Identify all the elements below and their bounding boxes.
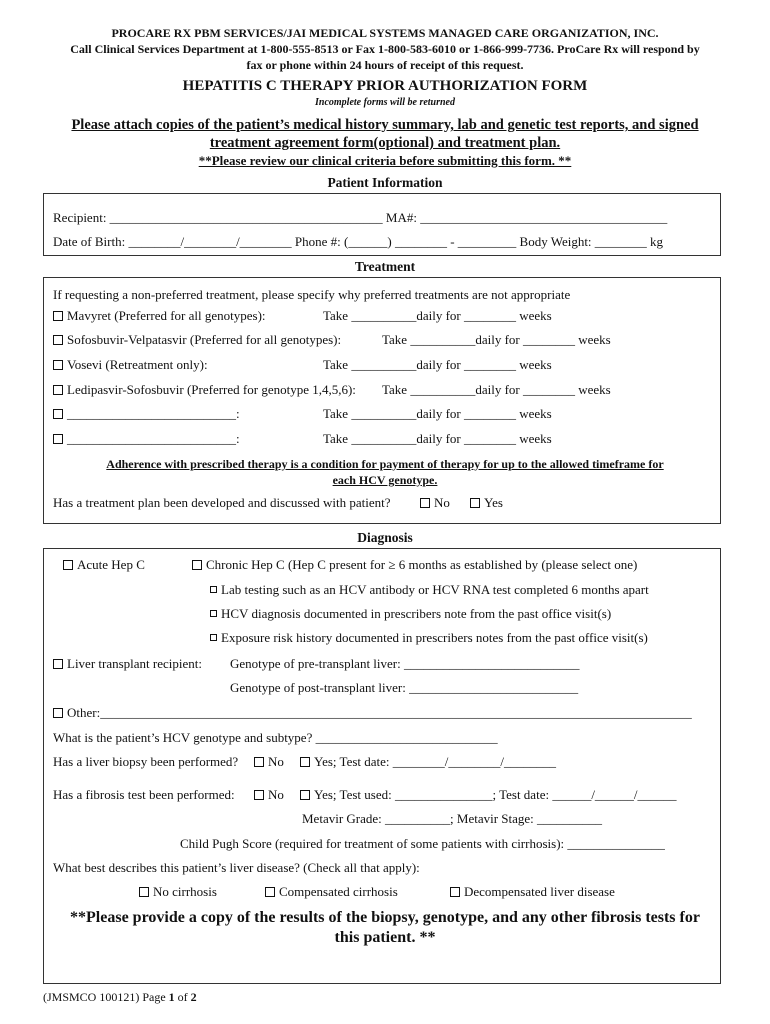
checkbox[interactable]	[139, 887, 149, 897]
treatment-plan-yes[interactable]	[470, 495, 503, 511]
dose-field[interactable]: Take __________daily for ________ weeks	[323, 431, 552, 446]
liver-disease-question: What best describes this patient’s liver disease? (Check all that apply):	[53, 860, 420, 875]
genotype-pre-transplant-field[interactable]: Genotype of pre-transplant liver: ___________________________	[230, 656, 580, 671]
dose-field[interactable]: Take __________daily for ________ weeks	[382, 382, 611, 397]
checkbox[interactable]	[53, 360, 63, 370]
other-diagnosis-option[interactable]	[53, 705, 692, 721]
option-label: Exposure risk history documented in prescribers notes from the past office visit(s)	[221, 630, 648, 645]
contact-line-1: Call Clinical Services Department at 1-800-555-8513 or Fax 1-800-583-6010 or 1-866-999-7736. ProCare Rx will respond by	[70, 42, 700, 56]
checkbox[interactable]	[265, 887, 275, 897]
checkbox[interactable]	[300, 790, 310, 800]
checkbox[interactable]	[254, 757, 264, 767]
checkbox[interactable]	[470, 498, 480, 508]
checkbox[interactable]	[53, 659, 63, 669]
option-label: Acute Hep C	[77, 557, 145, 572]
drug-label: Mavyret (Preferred for all genotypes):	[67, 308, 266, 323]
option-label: Lab testing such as an HCV antibody or HCV RNA test completed 6 months apart	[221, 582, 649, 597]
checkbox[interactable]	[53, 708, 63, 718]
no-cirrhosis-option[interactable]	[139, 884, 217, 900]
checkbox[interactable]	[53, 311, 63, 321]
acute-hep-c-option[interactable]	[63, 557, 145, 573]
chronic-hep-c-option[interactable]	[192, 557, 637, 573]
page-of: of	[174, 990, 191, 1004]
metavir-field[interactable]: Metavir Grade: __________; Metavir Stage: __________	[302, 811, 603, 826]
option-label: Yes; Test date: ________/________/________	[314, 754, 557, 769]
adherence-note-2: each HCV genotype.	[332, 473, 438, 487]
genotype-post-transplant-field[interactable]: Genotype of post-transplant liver: __________________________	[230, 680, 579, 695]
liver-transplant-option[interactable]	[53, 656, 202, 672]
contact-line-2: fax or phone within 24 hours of receipt of this request.	[246, 58, 524, 72]
treatment-option-other-1[interactable]	[53, 406, 240, 422]
option-label: No	[434, 495, 450, 510]
chronic-criteria-prescriber-note[interactable]	[210, 606, 611, 622]
diagnosis-title: Diagnosis	[357, 530, 413, 545]
option-label: No	[268, 754, 284, 769]
biopsy-yes[interactable]	[300, 754, 556, 770]
treatment-title: Treatment	[354, 259, 416, 274]
dob-phone-weight-field[interactable]: Date of Birth: ________/________/________ Phone #: (______) ________ - _________ Body Weight: ________ kg	[53, 234, 664, 249]
decompensated-liver-option[interactable]	[450, 884, 615, 900]
review-note: **Please review our clinical criteria before submitting this form. **	[198, 153, 572, 168]
dose-field[interactable]: Take __________daily for ________ weeks	[323, 406, 552, 421]
dose-field[interactable]: Take __________daily for ________ weeks	[323, 308, 552, 323]
fibrosis-yes[interactable]	[300, 787, 677, 803]
treatment-option-sofosbuvir-velpatasvir[interactable]	[53, 332, 341, 348]
checkbox[interactable]	[63, 560, 73, 570]
option-label: No	[268, 787, 284, 802]
form-title: HEPATITIS C THERAPY PRIOR AUTHORIZATION FORM	[182, 78, 588, 94]
attach-note-1: Please attach copies of the patient’s medical history summary, lab and genetic test reports, and signed	[71, 117, 699, 133]
treatment-option-vosevi[interactable]	[53, 357, 208, 373]
provide-results-note-2: this patient. **	[334, 929, 436, 946]
fibrosis-question: Has a fibrosis test been performed:	[53, 787, 235, 802]
incomplete-note: Incomplete forms will be returned	[315, 97, 455, 108]
treatment-plan-no[interactable]	[420, 495, 450, 511]
treatment-intro: If requesting a non-preferred treatment, please specify why preferred treatments are not appropriate	[53, 287, 571, 302]
page-total: 2	[190, 990, 197, 1004]
option-label: HCV diagnosis documented in prescribers note from the past office visit(s)	[221, 606, 612, 621]
drug-label: Vosevi (Retreatment only):	[67, 357, 208, 372]
attach-note-2: treatment agreement form(optional) and treatment plan.	[209, 135, 561, 151]
option-label: Yes; Test used: _______________; Test date: ______/______/______	[314, 787, 677, 802]
checkbox[interactable]	[210, 586, 217, 593]
drug-label: Ledipasvir-Sofosbuvir (Preferred for genotype 1,4,5,6):	[67, 382, 356, 397]
drug-label: __________________________:	[67, 406, 240, 421]
drug-label: __________________________:	[67, 431, 240, 446]
drug-label: Sofosbuvir-Velpatasvir (Preferred for all genotypes):	[67, 332, 342, 347]
chronic-criteria-lab[interactable]	[210, 582, 649, 598]
org-name: PROCARE RX PBM SERVICES/JAI MEDICAL SYSTEMS MANAGED CARE ORGANIZATION, INC.	[111, 26, 659, 40]
option-label: Decompensated liver disease	[464, 884, 615, 899]
form-code: (JMSMCO 100121) Page	[43, 990, 169, 1004]
checkbox[interactable]	[53, 434, 63, 444]
treatment-option-mavyret[interactable]	[53, 308, 266, 324]
option-label: Chronic Hep C (Hep C present for ≥ 6 months as established by (please select one)	[206, 557, 638, 572]
checkbox[interactable]	[210, 610, 217, 617]
page-number: 1	[168, 990, 175, 1004]
biopsy-no[interactable]	[254, 754, 284, 770]
checkbox[interactable]	[450, 887, 460, 897]
chronic-criteria-exposure[interactable]	[210, 630, 648, 646]
page-footer	[43, 990, 197, 1005]
child-pugh-field[interactable]: Child Pugh Score (required for treatment of some patients with cirrhosis): _______________	[180, 836, 665, 851]
treatment-plan-question: Has a treatment plan been developed and discussed with patient?	[53, 495, 391, 510]
option-label: Liver transplant recipient:	[67, 656, 203, 671]
checkbox[interactable]	[53, 385, 63, 395]
compensated-cirrhosis-option[interactable]	[265, 884, 398, 900]
biopsy-question: Has a liver biopsy been performed?	[53, 754, 239, 769]
dose-field[interactable]: Take __________daily for ________ weeks	[323, 357, 552, 372]
option-label: No cirrhosis	[153, 884, 217, 899]
checkbox[interactable]	[53, 409, 63, 419]
option-label: Other:___________________________________________________________________________________________	[67, 705, 692, 720]
dose-field[interactable]: Take __________daily for ________ weeks	[382, 332, 611, 347]
adherence-note-1: Adherence with prescribed therapy is a condition for payment of therapy for up to the allowed timeframe for	[106, 457, 664, 471]
fibrosis-no[interactable]	[254, 787, 284, 803]
genotype-question[interactable]: What is the patient’s HCV genotype and subtype? ____________________________	[53, 730, 498, 745]
patient-info-title: Patient Information	[327, 175, 443, 190]
provide-results-note-1: **Please provide a copy of the results of the biopsy, genotype, and any other fibrosis tests for	[70, 909, 700, 926]
recipient-field[interactable]: Recipient: __________________________________________ MA#: ______________________________________	[53, 210, 668, 225]
checkbox[interactable]	[420, 498, 430, 508]
checkbox[interactable]	[53, 335, 63, 345]
option-label: Compensated cirrhosis	[279, 884, 398, 899]
option-label: Yes	[484, 495, 503, 510]
treatment-option-ledipasvir-sofosbuvir[interactable]	[53, 382, 356, 398]
checkbox[interactable]	[192, 560, 202, 570]
checkbox[interactable]	[210, 634, 217, 641]
checkbox[interactable]	[254, 790, 264, 800]
treatment-option-other-2[interactable]	[53, 431, 240, 447]
checkbox[interactable]	[300, 757, 310, 767]
